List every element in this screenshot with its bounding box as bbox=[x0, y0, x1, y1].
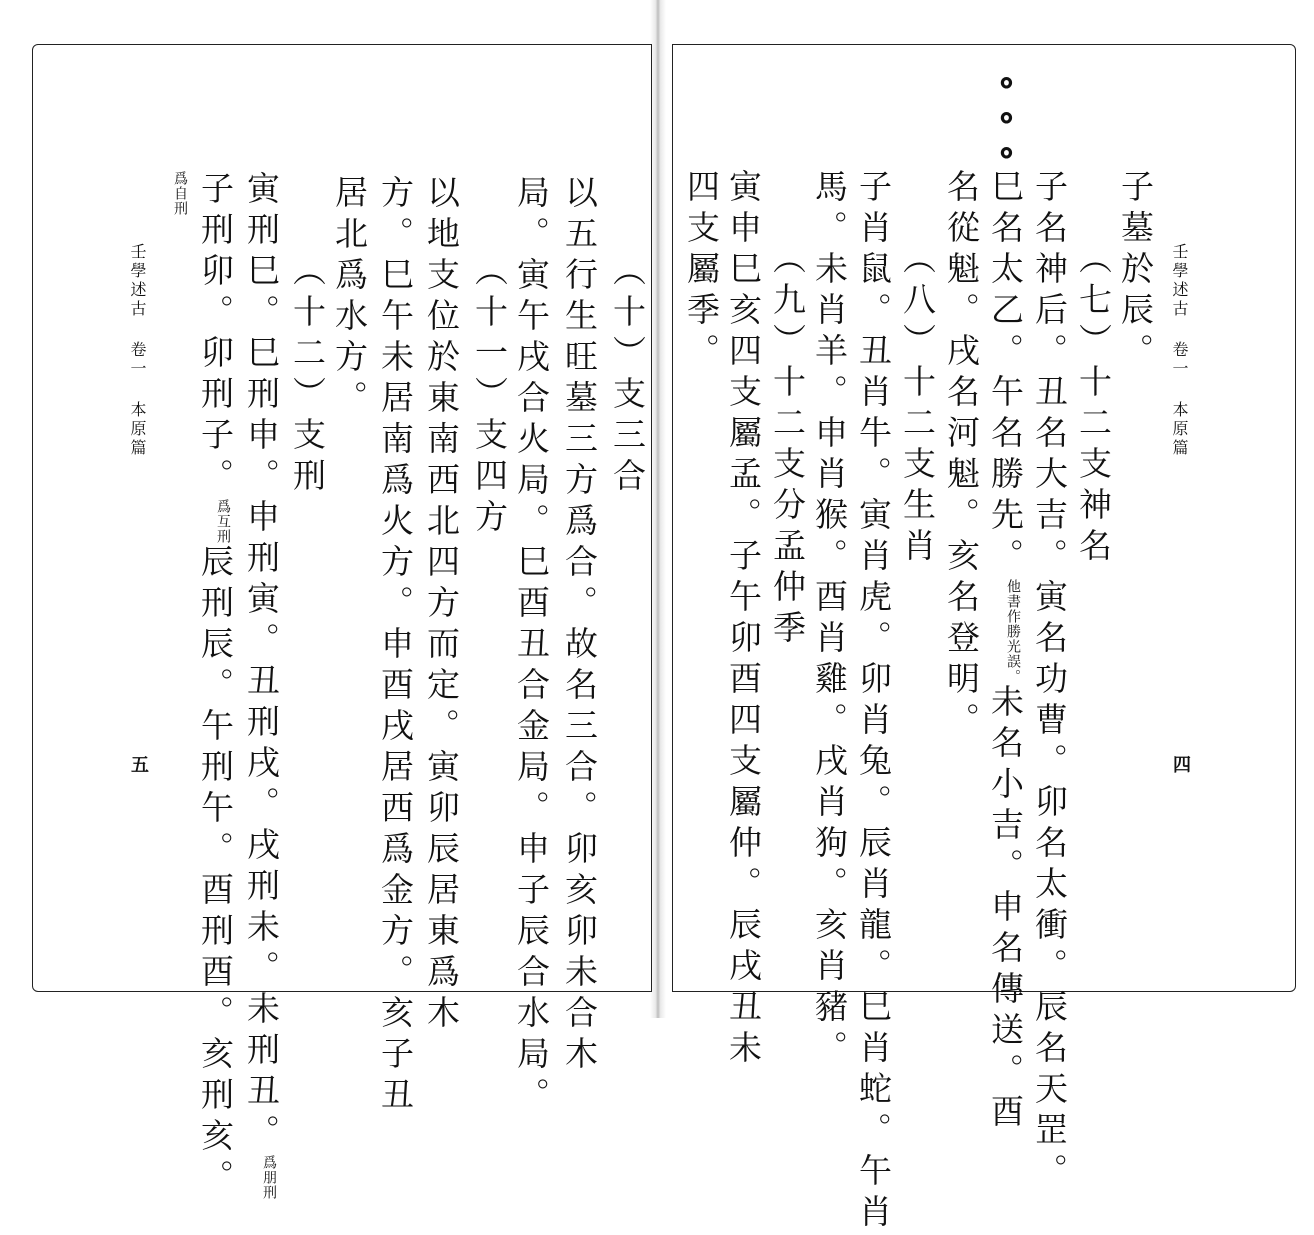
left-page-number: 五 bbox=[128, 755, 149, 773]
section-heading-ten: （十）支三合 bbox=[608, 253, 647, 499]
left-page bbox=[32, 44, 652, 1200]
column-text: 巳名太乙。午名勝先。 bbox=[986, 169, 1025, 579]
header-volume: 卷一 bbox=[1170, 341, 1189, 379]
text-column bbox=[242, 171, 281, 1200]
section-marker: ⚬⚬⚬ bbox=[989, 67, 1024, 172]
right-page bbox=[672, 44, 1296, 1235]
section-heading-eight: （八）十二支生肖 bbox=[898, 241, 937, 569]
column-text: 子刑卯。卯刑子。 bbox=[196, 171, 235, 499]
text-column: 以地支位於東南西北四方而定。寅卯辰居東爲木 bbox=[422, 175, 461, 1036]
header-book-title: 壬學述古 bbox=[128, 243, 147, 319]
interlinear-note: 他書作勝光誤。 bbox=[1005, 579, 1021, 684]
header-book-title: 壬學述古 bbox=[1170, 243, 1189, 319]
header-section: 本原篇 bbox=[128, 401, 147, 458]
text-column: 方。巳午未居南爲火方。申酉戌居西爲金方。亥子丑 bbox=[376, 175, 415, 1118]
section-heading-twelve: （十二）支刑 bbox=[288, 253, 327, 499]
interlinear-note: 爲朋刑 bbox=[261, 1155, 277, 1200]
text-column: 以五行生旺墓三方爲合。故名三合。卯亥卯未合木 bbox=[560, 175, 599, 1077]
column-text: 未名小吉。申名傳送。酉 bbox=[986, 684, 1025, 1135]
interlinear-note: 爲互刑 bbox=[215, 499, 231, 544]
header-section: 本原篇 bbox=[1170, 401, 1189, 458]
text-column: 名從魁。戌名河魁。亥名登明。 bbox=[942, 169, 981, 743]
text-column: 子名神后。丑名大吉。寅名功曹。卯名太衝。辰名天罡。 bbox=[1030, 169, 1069, 1194]
right-page-number: 四 bbox=[1170, 755, 1191, 773]
text-column bbox=[196, 171, 235, 1200]
book-gutter bbox=[650, 0, 666, 1018]
text-column bbox=[171, 171, 189, 216]
text-column: 寅申巳亥四支屬孟。子午卯酉四支屬仲。辰戌丑未 bbox=[724, 169, 763, 1071]
header-volume: 卷一 bbox=[128, 341, 147, 379]
text-column: 子墓於辰。 bbox=[1116, 169, 1155, 374]
section-heading-nine: （九）十二支分孟仲季 bbox=[768, 241, 807, 651]
right-running-header bbox=[1171, 243, 1187, 458]
interlinear-note: 爲自刑 bbox=[172, 171, 188, 216]
text-column: 四支屬季。 bbox=[682, 169, 721, 374]
text-column: 子肖鼠。丑肖牛。寅肖虎。卯肖兔。辰肖龍。巳肖蛇。午肖 bbox=[854, 169, 893, 1235]
text-column bbox=[986, 169, 1025, 1135]
section-heading-seven: （七）十二支神名 bbox=[1074, 241, 1113, 569]
text-column: 馬。未肖羊。申肖猴。酉肖雞。戌肖狗。亥肖豬。 bbox=[810, 169, 849, 1071]
section-heading-eleven: （十一）支四方 bbox=[470, 253, 509, 540]
column-text: 辰刑辰。午刑午。酉刑酉。亥刑亥。 bbox=[196, 544, 235, 1200]
text-column: 居北爲水方。 bbox=[330, 175, 369, 421]
text-column: 局。寅午戌合火局。巳酉丑合金局。申子辰合水局。 bbox=[512, 175, 551, 1118]
left-running-header bbox=[129, 243, 145, 458]
column-text: 寅刑巳。巳刑申。申刑寅。丑刑戌。戌刑未。未刑丑。 bbox=[242, 171, 281, 1155]
